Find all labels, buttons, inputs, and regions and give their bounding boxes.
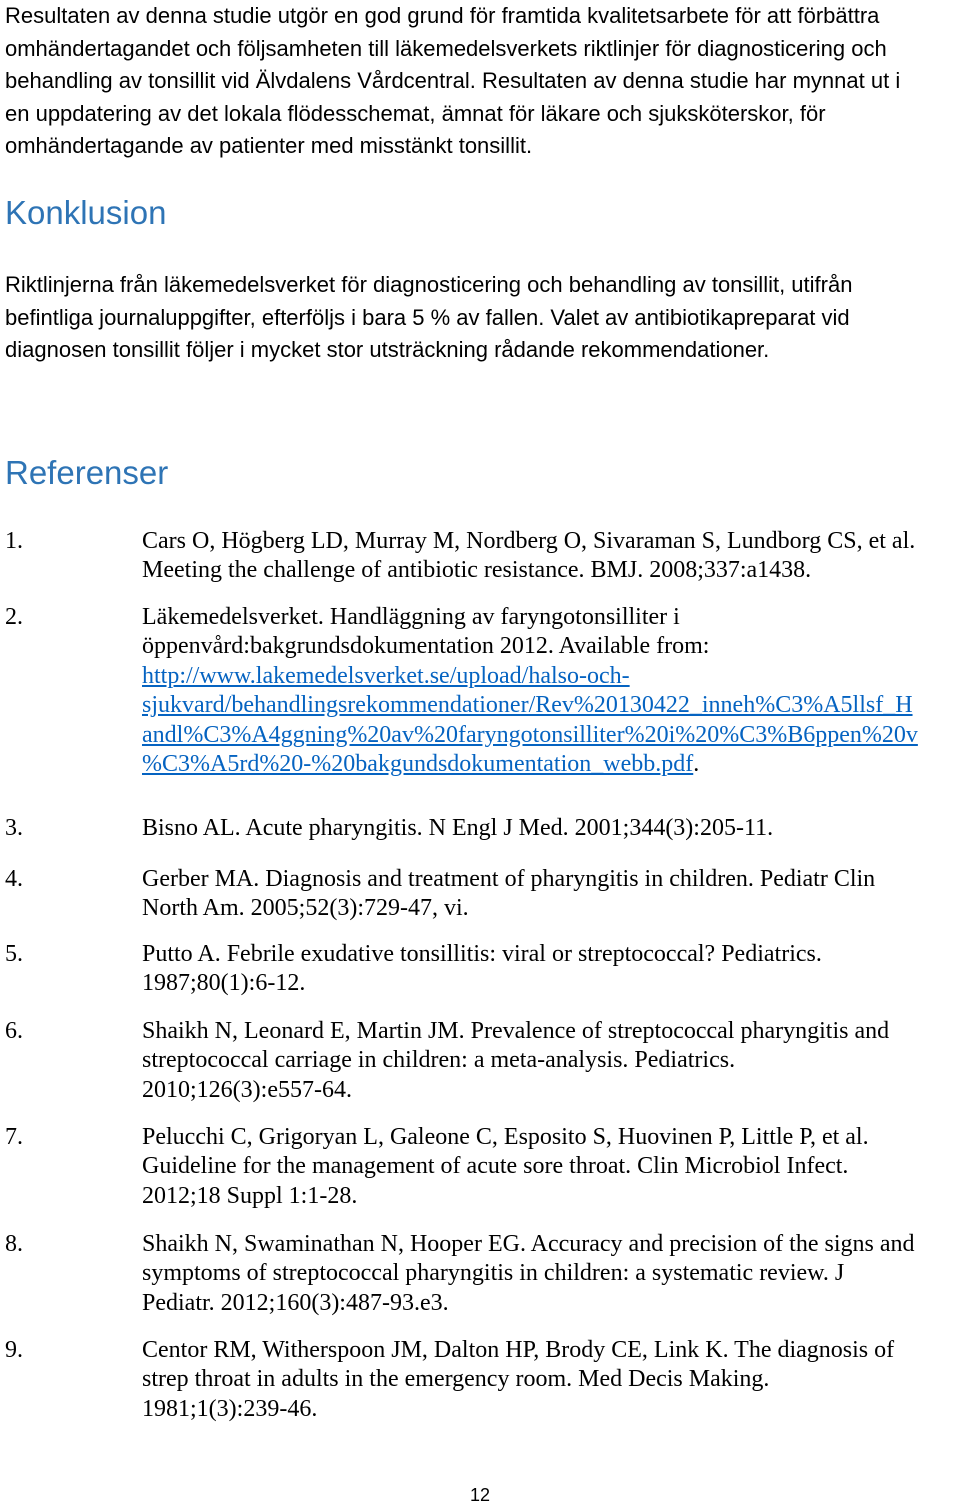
- page-number: 12: [469, 1485, 491, 1505]
- reference-line: 1987;80(1):6-12.: [142, 970, 306, 997]
- reference-link-suffix: .: [693, 750, 700, 777]
- reference-link-line: [142, 691, 957, 720]
- reference-line: Pelucchi C, Grigoryan L, Galeone C, Esposito S, Huovinen P, Little P, et al.: [142, 1124, 869, 1150]
- reference-line: Bisno AL. Acute pharyngitis. N Engl J Med. 2001;344(3):205-11.: [142, 815, 774, 841]
- reference-url-link[interactable]: sjukvard/behandlingsrekommendationer/Rev%20130422_inneh%C3%A5llsf_H: [142, 692, 913, 719]
- reference-number: 4.: [5, 866, 23, 892]
- reference-line: Shaikh N, Leonard E, Martin JM. Prevalence of streptococcal pharyngitis and: [142, 1018, 890, 1044]
- references-heading: Referenser: [5, 454, 169, 491]
- reference-line: Cars O, Högberg LD, Murray M, Nordberg O, Sivaraman S, Lundborg CS, et al.: [142, 528, 916, 554]
- reference-url-link[interactable]: http://www.lakemedelsverket.se/upload/halso-och-: [142, 662, 630, 689]
- reference-line: streptococcal carriage in children: a meta-analysis. Pediatrics.: [142, 1047, 736, 1074]
- reference-line: Guideline for the management of acute sore throat. Clin Microbiol Infect.: [142, 1153, 849, 1180]
- reference-link-line: [142, 721, 957, 750]
- reference-line: öppenvård:bakgrundsdokumentation 2012. Available from:: [142, 633, 710, 660]
- conclusion-heading: Konklusion: [5, 194, 167, 231]
- reference-line: Läkemedelsverket. Handläggning av faryngotonsilliter i: [142, 604, 680, 630]
- paragraph-line: omhändertagandet och följsamheten till läkemedelsverkets riktlinjer för diagnosticering och: [5, 35, 887, 61]
- paragraph-line: behandling av tonsillit vid Älvdalens Vårdcentral. Resultaten av denna studie har mynnat ut i: [5, 68, 901, 94]
- reference-text: [142, 940, 957, 999]
- reference-line: strep throat in adults in the emergency room. Med Decis Making.: [142, 1366, 770, 1393]
- reference-number: 3.: [5, 815, 23, 841]
- reference-link-line: [142, 750, 957, 779]
- reference-text: [142, 814, 957, 843]
- reference-line: Meeting the challenge of antibiotic resistance. BMJ. 2008;337:a1438.: [142, 557, 812, 584]
- paragraph-line: befintliga journaluppgifter, efterföljs i bara 5 % av fallen. Valet av antibiotikapreparat vid: [5, 304, 850, 330]
- reference-line: Gerber MA. Diagnosis and treatment of pharyngitis in children. Pediatr Clin: [142, 866, 876, 892]
- reference-line: 1981;1(3):239-46.: [142, 1395, 318, 1422]
- reference-number: 6.: [5, 1018, 23, 1044]
- paragraph-line: en uppdatering av det lokala flödesschemat, ämnat för läkare och sjuksköterskor, för: [5, 100, 826, 126]
- reference-text: [142, 865, 957, 924]
- reference-number: 7.: [5, 1124, 23, 1150]
- reference-url-link[interactable]: %C3%A5rd%20-%20bakgundsdokumentation_webb.pdf: [142, 750, 694, 777]
- references-section: [5, 453, 955, 493]
- reference-text: [142, 1017, 957, 1105]
- reference-text: [142, 1336, 957, 1424]
- reference-line: symptoms of streptococcal pharyngitis in children: a systematic review. J: [142, 1260, 845, 1287]
- reference-line: 2012;18 Suppl 1:1-28.: [142, 1182, 358, 1209]
- paragraph-line: Resultaten av denna studie utgör en god grund för framtida kvalitetsarbete för att förbättra: [5, 3, 880, 28]
- paragraph-line: Riktlinjerna från läkemedelsverket för diagnosticering och behandling av tonsillit, utifrån: [5, 272, 853, 297]
- reference-url-link[interactable]: andl%C3%A4ggning%20av%20faryngotonsilliter%20i%20%C3%B6ppen%20v: [142, 721, 918, 748]
- conclusion-paragraph: [5, 269, 955, 367]
- reference-line: Shaikh N, Swaminathan N, Hooper EG. Accuracy and precision of the signs and: [142, 1231, 915, 1257]
- reference-text: [142, 1123, 957, 1211]
- reference-line: Putto A. Febrile exudative tonsillitis: viral or streptococcal? Pediatrics.: [142, 941, 822, 967]
- reference-number: 5.: [5, 941, 23, 967]
- reference-number: 1.: [5, 528, 23, 554]
- reference-text: [142, 527, 957, 586]
- reference-number: 2.: [5, 604, 23, 630]
- reference-line: Centor RM, Witherspoon JM, Dalton HP, Brody CE, Link K. The diagnosis of: [142, 1337, 895, 1363]
- reference-line: 2010;126(3):e557-64.: [142, 1076, 352, 1103]
- reference-text: [142, 603, 957, 779]
- conclusion-section: [5, 193, 955, 233]
- reference-number: 8.: [5, 1231, 23, 1257]
- reference-line: North Am. 2005;52(3):729-47, vi.: [142, 895, 469, 922]
- paragraph-line: omhändertagande av patienter med misstänkt tonsillit.: [5, 133, 533, 159]
- results-paragraph: [5, 0, 955, 163]
- reference-number: 9.: [5, 1337, 23, 1363]
- reference-text: [142, 1230, 957, 1318]
- paragraph-line: diagnosen tonsillit följer i mycket stor utsträckning rådande rekommendationer.: [5, 337, 770, 363]
- reference-line: Pediatr. 2012;160(3):487-93.e3.: [142, 1289, 449, 1316]
- reference-link-line: [142, 662, 957, 691]
